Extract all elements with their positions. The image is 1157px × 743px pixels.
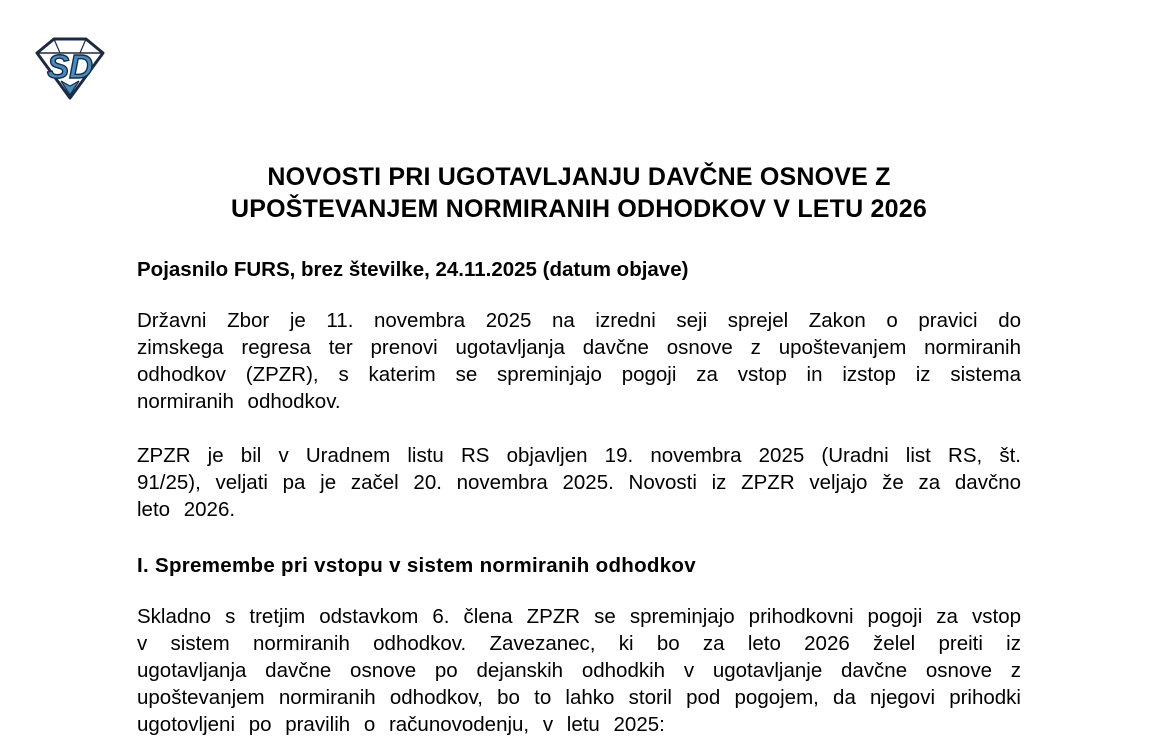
document-title [137,161,1021,225]
paragraph-3: Skladno s tretjim odstavkom 6. člena ZPZR se spreminjajo prihodkovni pogoji za vstop v sistem normiranih odhodkov. Zavezanec, ki bo za leto 2026 želel preiti iz ugotavljanja davčne osnove po dejanskih odhodkih v ugotavljanje davčne osnove z upoštevanjem normiranih odhodkov, bo to lahko storil pod pogojem, da njegovi prihodki ugotovljeni po pravilih o računovodenju, v letu 2025: [137,605,1021,736]
sd-logo-graphic [33,36,107,102]
document-title-line2: UPOŠTEVANJEM NORMIRANIH ODHODKOV V LETU 2026 [231,195,927,223]
sd-logo-text: SD [47,48,93,85]
paragraph-1: Državni Zbor je 11. novembra 2025 na izredni seji sprejel Zakon o pravici do zimskega regresa ter prenovi ugotavljanja davčne osnove z upoštevanjem normiranih odhodkov (ZPZR), s katerim se spreminjajo pogoji za vstop in izstop iz sistema normiranih odhodkov. [137,309,1021,413]
document-title-line1: NOVOSTI PRI UGOTAVLJANJU DAVČNE OSNOVE Z [267,163,891,191]
document-content [137,0,1021,743]
sd-logo [33,36,107,102]
paragraph-2: ZPZR je bil v Uradnem listu RS objavljen 19. novembra 2025 (Uradni list RS, št. 91/25), veljati pa je začel 20. novembra 2025. Novosti iz ZPZR veljajo že za davčno leto 2026. [137,444,1021,521]
section-1-heading: I. Spremembe pri vstopu v sistem normiranih odhodkov [137,554,696,577]
document-meta-line: Pojasnilo FURS, brez številke, 24.11.2025 (datum objave) [137,258,689,281]
